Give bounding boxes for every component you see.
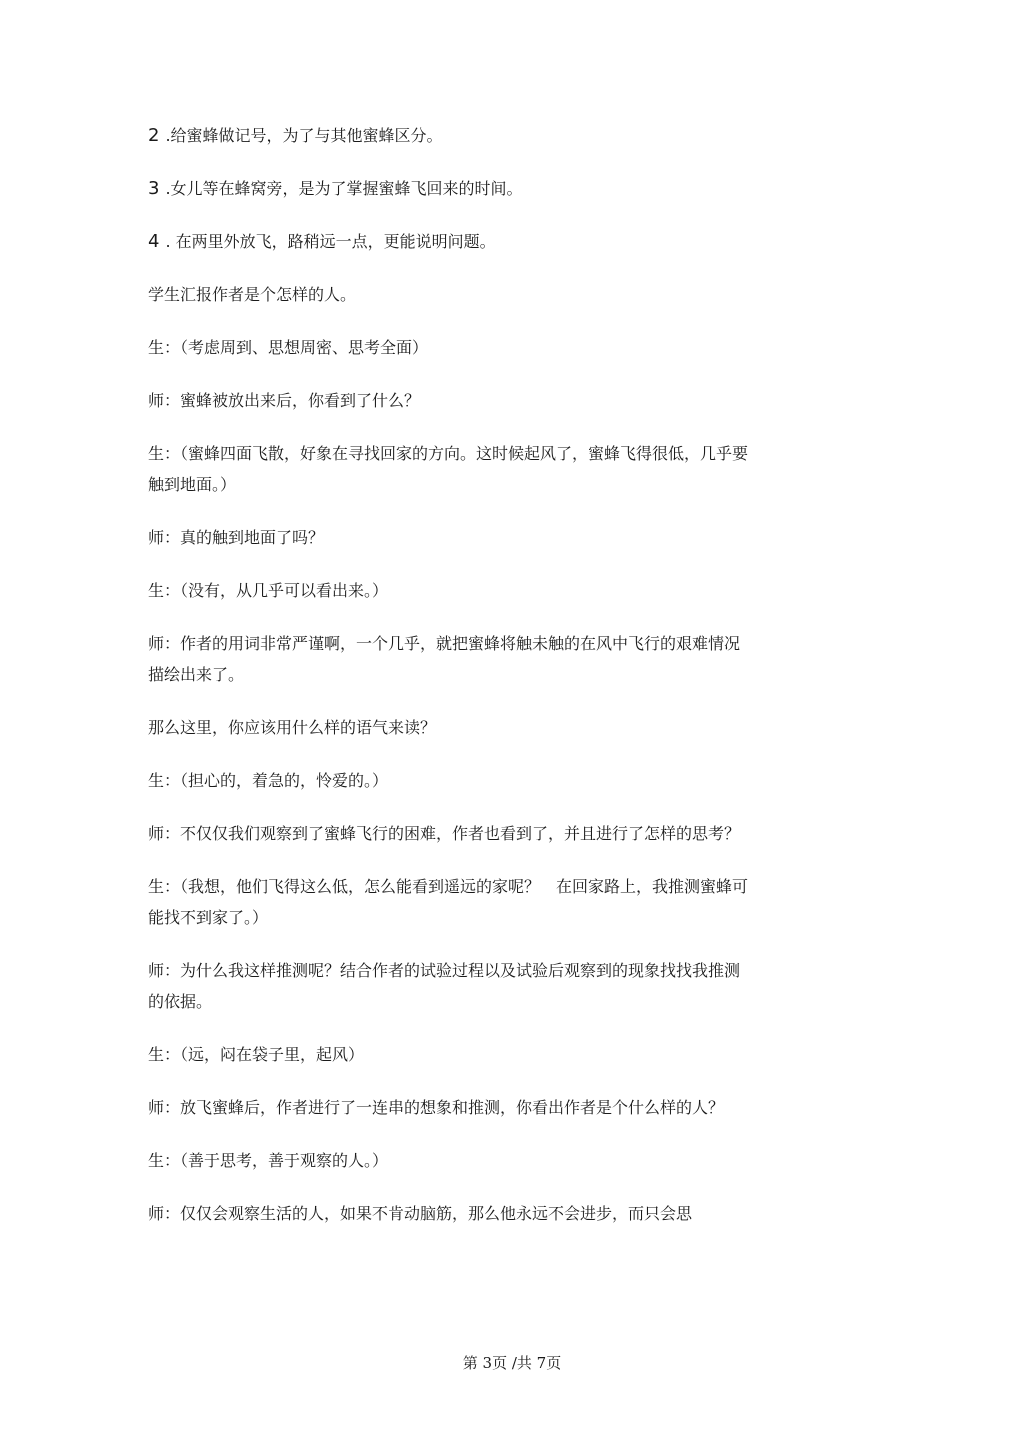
paragraph-text: 师：不仅仅我们观察到了蜜蜂飞行的困难，作者也看到了，并且进行了怎样的思考？: [148, 824, 741, 843]
paragraph-text: . 在两里外放飞，路稍远一点，更能说明问题。: [165, 232, 496, 251]
paragraph: [148, 955, 748, 1017]
paragraph-text: 师：仅仅会观察生活的人，如果不肯动脑筋，那么他永远不会进步，而只会思: [148, 1204, 693, 1223]
paragraph: [148, 438, 748, 500]
paragraph: [148, 173, 748, 204]
paragraph: [148, 712, 748, 743]
paragraph-text: 生：（担心的，着急的，怜爱的。）: [148, 771, 389, 790]
list-number: 2: [148, 125, 160, 146]
paragraph: [148, 332, 748, 363]
paragraph-text: 师：作者的用词非常严谨啊，一个几乎，就把蜜蜂将触未触的在风中飞行的艰难情况描绘出来了。: [148, 634, 741, 684]
paragraph: [148, 575, 748, 606]
paragraph: [148, 120, 748, 151]
paragraph: [148, 765, 748, 796]
list-number: 3: [148, 178, 160, 199]
page-footer: 第 3页 /共 7页: [462, 1354, 562, 1372]
paragraph-text: 生：（蜜蜂四面飞散，好象在寻找回家的方向。这时候起风了，蜜蜂飞得很低，几乎要触到地面。）: [148, 444, 749, 494]
paragraph: [148, 818, 748, 849]
paragraph: [148, 522, 748, 553]
list-number: 4: [148, 231, 160, 252]
paragraph-text: 学生汇报作者是个怎样的人。: [148, 285, 357, 304]
paragraph: [148, 1039, 748, 1070]
paragraph-text: .给蜜蜂做记号，为了与其他蜜蜂区分。: [165, 126, 443, 145]
paragraph-text: .女儿等在蜂窝旁，是为了掌握蜜蜂飞回来的时间。: [165, 179, 523, 198]
paragraph-text: 师：真的触到地面了吗？: [148, 528, 325, 547]
paragraph: [148, 1145, 748, 1176]
paragraph-text: 生：（考虑周到、思想周密、思考全面）: [148, 338, 429, 357]
paragraph-text: 生：（远，闷在袋子里，起风）: [148, 1045, 365, 1064]
paragraph-text: 那么这里，你应该用什么样的语气来读？: [148, 718, 437, 737]
paragraph-text: 师：放飞蜜蜂后，作者进行了一连串的想象和推测，你看出作者是个什么样的人？: [148, 1098, 725, 1117]
paragraph: [148, 1198, 748, 1229]
paragraph-text: 生：（没有，从几乎可以看出来。）: [148, 581, 389, 600]
paragraph: [148, 1092, 748, 1123]
paragraph-text: 生：（我想，他们飞得这么低，怎么能看到遥远的家呢？ 在回家路上，我推测蜜蜂可能找不到家了。）: [148, 877, 749, 927]
paragraph: [148, 871, 748, 933]
paragraph: [148, 226, 748, 257]
paragraph: [148, 628, 748, 690]
paragraph-text: 师：为什么我这样推测呢？结合作者的试验过程以及试验后观察到的现象找找我推测的依据。: [148, 961, 741, 1011]
paragraph-text: 师：蜜蜂被放出来后，你看到了什么？: [148, 391, 421, 410]
paragraph-text: 生：（善于思考，善于观察的人。）: [148, 1151, 389, 1170]
document-body: [148, 120, 748, 1251]
paragraph: [148, 279, 748, 310]
paragraph: [148, 385, 748, 416]
